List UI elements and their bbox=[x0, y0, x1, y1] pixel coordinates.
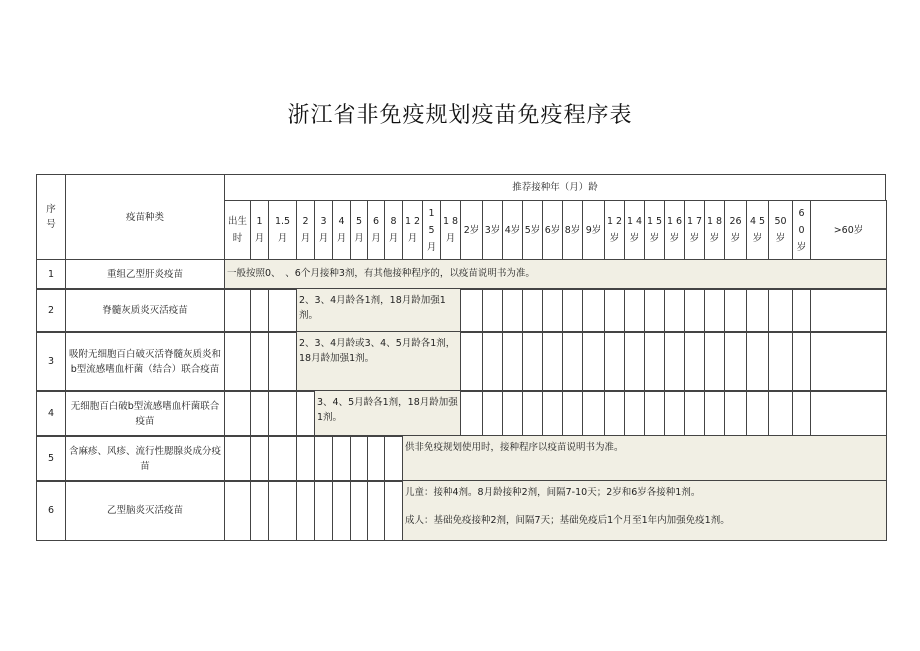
empty-cell bbox=[542, 288, 563, 333]
age-header-8 bbox=[384, 200, 403, 260]
age-header-24 bbox=[704, 200, 725, 260]
empty-cell bbox=[542, 390, 563, 437]
row-4-vaccine-name bbox=[65, 390, 225, 437]
age-header-label: 4月 bbox=[336, 216, 347, 244]
age-header-4 bbox=[314, 200, 333, 260]
empty-cell bbox=[810, 288, 887, 333]
empty-cell bbox=[502, 288, 523, 333]
empty-cell bbox=[460, 390, 483, 437]
row-seq-label: 2 bbox=[47, 305, 55, 316]
empty-cell bbox=[704, 331, 725, 392]
age-header-label: >60岁 bbox=[833, 224, 864, 236]
row-1-schedule-note bbox=[224, 259, 887, 290]
empty-cell bbox=[224, 390, 251, 437]
age-header-label: 出生时 bbox=[227, 216, 247, 244]
row-1-vaccine-name bbox=[65, 259, 225, 290]
age-header-label: 5岁 bbox=[524, 224, 541, 236]
vaccine-name-label: 含麻疹、风疹、流行性腮腺炎成分疫苗 bbox=[68, 445, 221, 472]
age-header-label: 1月 bbox=[254, 216, 265, 244]
empty-cell bbox=[624, 390, 645, 437]
age-header-15 bbox=[522, 200, 543, 260]
age-header-3 bbox=[296, 200, 315, 260]
row-seq-label: 6 bbox=[47, 505, 55, 516]
row-5-seq bbox=[36, 435, 66, 482]
empty-cell bbox=[502, 390, 523, 437]
age-header-label: 8月 bbox=[388, 216, 399, 244]
age-header-label: 4岁 bbox=[504, 224, 521, 236]
vaccine-name-label: 吸附无细胞百白破灭活脊髓灰质炎和b型流感嗜血杆菌（结合）联合疫苗 bbox=[68, 348, 221, 375]
empty-cell bbox=[332, 480, 351, 541]
age-header-11 bbox=[440, 200, 461, 260]
age-header-27 bbox=[768, 200, 793, 260]
age-header-label: 1 5岁 bbox=[646, 216, 663, 244]
empty-cell bbox=[624, 288, 645, 333]
empty-cell bbox=[624, 331, 645, 392]
age-header-22 bbox=[664, 200, 685, 260]
age-header-label: 2岁 bbox=[463, 224, 480, 236]
row-3-seq bbox=[36, 331, 66, 392]
empty-cell bbox=[724, 331, 747, 392]
empty-cell bbox=[522, 331, 543, 392]
age-header-12 bbox=[460, 200, 483, 260]
row-3-schedule-note bbox=[296, 331, 461, 392]
empty-cell bbox=[502, 331, 523, 392]
empty-cell bbox=[522, 288, 543, 333]
age-header-26 bbox=[746, 200, 769, 260]
row-2-schedule-note bbox=[296, 288, 461, 333]
age-header-label: 1.5月 bbox=[274, 216, 291, 244]
age-header-label: 26岁 bbox=[729, 216, 742, 244]
age-header-label: 1 8月 bbox=[442, 216, 459, 244]
age-header-label: 1 8岁 bbox=[706, 216, 723, 244]
empty-cell bbox=[482, 331, 503, 392]
empty-cell bbox=[522, 390, 543, 437]
empty-cell bbox=[582, 331, 605, 392]
schedule-note-text: 儿童：接种4剂。8月龄接种2剂，间隔7-10天；2岁和6岁各接种1剂。 bbox=[405, 487, 701, 498]
age-header-23 bbox=[684, 200, 705, 260]
empty-cell bbox=[562, 331, 583, 392]
age-header-label: 3月 bbox=[318, 216, 329, 244]
empty-cell bbox=[332, 435, 351, 482]
schedule-note-text: 供非免疫规划使用时，接种程序以疫苗说明书为准。 bbox=[405, 442, 624, 453]
empty-cell bbox=[768, 390, 793, 437]
row-seq-label: 5 bbox=[47, 453, 55, 464]
header-seq bbox=[36, 174, 66, 260]
empty-cell bbox=[810, 390, 887, 437]
age-header-19 bbox=[604, 200, 625, 260]
empty-cell bbox=[314, 435, 333, 482]
age-header-13 bbox=[482, 200, 503, 260]
empty-cell bbox=[746, 390, 769, 437]
age-header-6 bbox=[350, 200, 368, 260]
immunization-schedule-table bbox=[36, 174, 886, 540]
empty-cell bbox=[250, 331, 269, 392]
empty-cell bbox=[367, 435, 385, 482]
empty-cell bbox=[604, 288, 625, 333]
age-header-label: 1 4岁 bbox=[626, 216, 643, 244]
header-recommended-age-label: 推荐接种年（月）龄 bbox=[512, 182, 598, 193]
row-1-seq bbox=[36, 259, 66, 290]
age-header-label: 9岁 bbox=[585, 224, 602, 236]
empty-cell bbox=[664, 331, 685, 392]
empty-cell bbox=[562, 288, 583, 333]
empty-cell bbox=[268, 480, 297, 541]
empty-cell bbox=[250, 435, 269, 482]
vaccine-name-label: 无细胞百白破b型流感嗜血杆菌联合疫苗 bbox=[70, 400, 220, 427]
empty-cell bbox=[664, 390, 685, 437]
empty-cell bbox=[482, 390, 503, 437]
empty-cell bbox=[350, 435, 368, 482]
empty-cell bbox=[684, 288, 705, 333]
age-header-25 bbox=[724, 200, 747, 260]
row-4-seq bbox=[36, 390, 66, 437]
age-header-label: 4 5岁 bbox=[749, 216, 766, 244]
age-header-9 bbox=[402, 200, 423, 260]
empty-cell bbox=[367, 480, 385, 541]
schedule-note-text: 3、4、5月龄各1剂，18月龄加强1剂。 bbox=[317, 397, 458, 423]
age-header-28 bbox=[792, 200, 811, 260]
empty-cell bbox=[384, 480, 403, 541]
row-6-schedule-note bbox=[402, 480, 887, 541]
empty-cell bbox=[644, 331, 665, 392]
age-header-label: 1 7岁 bbox=[686, 216, 703, 244]
empty-cell bbox=[460, 331, 483, 392]
empty-cell bbox=[644, 390, 665, 437]
empty-cell bbox=[384, 435, 403, 482]
schedule-note-text: 2、3、4月龄各1剂，18月龄加强1剂。 bbox=[299, 295, 446, 321]
empty-cell bbox=[296, 435, 315, 482]
empty-cell bbox=[268, 390, 297, 437]
row-seq-label: 1 bbox=[47, 269, 55, 280]
header-vaccine bbox=[65, 174, 225, 260]
empty-cell bbox=[792, 331, 811, 392]
age-header-0 bbox=[224, 200, 251, 260]
header-seq-label: 序号 bbox=[46, 204, 56, 230]
schedule-note-text-2: 成人：基础免疫接种2剂，间隔7天；基础免疫后1个月至1年内加强免疫1剂。 bbox=[405, 515, 730, 526]
empty-cell bbox=[296, 390, 315, 437]
vaccine-name-label: 脊髓灰质炎灭活疫苗 bbox=[102, 305, 188, 316]
empty-cell bbox=[224, 331, 251, 392]
age-header-14 bbox=[502, 200, 523, 260]
row-6-seq bbox=[36, 480, 66, 541]
empty-cell bbox=[664, 288, 685, 333]
age-header-label: 6 0岁 bbox=[796, 207, 807, 253]
empty-cell bbox=[746, 331, 769, 392]
age-header-label: 1 2月 bbox=[404, 216, 421, 244]
empty-cell bbox=[746, 288, 769, 333]
row-2-vaccine-name bbox=[65, 288, 225, 333]
vaccine-name-label: 重组乙型肝炎疫苗 bbox=[106, 269, 183, 280]
empty-cell bbox=[582, 288, 605, 333]
age-header-5 bbox=[332, 200, 351, 260]
row-3-vaccine-name bbox=[65, 331, 225, 392]
age-header-7 bbox=[367, 200, 385, 260]
empty-cell bbox=[684, 331, 705, 392]
empty-cell bbox=[582, 390, 605, 437]
age-header-29 bbox=[810, 200, 887, 260]
vaccine-name-label: 乙型脑炎灭活疫苗 bbox=[106, 505, 183, 516]
age-header-label: 2月 bbox=[300, 216, 311, 244]
empty-cell bbox=[296, 480, 315, 541]
age-header-label: 8岁 bbox=[564, 224, 581, 236]
empty-cell bbox=[704, 288, 725, 333]
empty-cell bbox=[250, 480, 269, 541]
empty-cell bbox=[684, 390, 705, 437]
empty-cell bbox=[224, 480, 251, 541]
empty-cell bbox=[768, 331, 793, 392]
row-seq-label: 4 bbox=[47, 408, 55, 419]
row-5-vaccine-name bbox=[65, 435, 225, 482]
row-2-seq bbox=[36, 288, 66, 333]
page-title: 浙江省非免疫规划疫苗免疫程序表 bbox=[287, 103, 633, 128]
empty-cell bbox=[250, 390, 269, 437]
empty-cell bbox=[644, 288, 665, 333]
age-header-label: 1 5月 bbox=[426, 207, 437, 253]
row-4-schedule-note bbox=[314, 390, 461, 437]
empty-cell bbox=[724, 288, 747, 333]
empty-cell bbox=[460, 288, 483, 333]
row-6-vaccine-name bbox=[65, 480, 225, 541]
age-header-17 bbox=[562, 200, 583, 260]
age-header-21 bbox=[644, 200, 665, 260]
age-header-20 bbox=[624, 200, 645, 260]
schedule-note-text: 一般按照0、 、6个月接种3剂，有其他接种程序的，以疫苗说明书为准。 bbox=[227, 268, 535, 279]
empty-cell bbox=[482, 288, 503, 333]
empty-cell bbox=[350, 480, 368, 541]
empty-cell bbox=[704, 390, 725, 437]
age-header-label: 6岁 bbox=[544, 224, 561, 236]
age-header-18 bbox=[582, 200, 605, 260]
empty-cell bbox=[792, 288, 811, 333]
empty-cell bbox=[224, 288, 251, 333]
empty-cell bbox=[268, 435, 297, 482]
age-header-label: 1 6岁 bbox=[666, 216, 683, 244]
age-header-1 bbox=[250, 200, 269, 260]
empty-cell bbox=[792, 390, 811, 437]
header-vaccine-label: 疫苗种类 bbox=[125, 211, 164, 223]
row-5-schedule-note bbox=[402, 435, 887, 482]
age-header-label: 50岁 bbox=[774, 216, 787, 244]
empty-cell bbox=[268, 331, 297, 392]
empty-cell bbox=[250, 288, 269, 333]
age-header-label: 3岁 bbox=[484, 224, 501, 236]
empty-cell bbox=[604, 390, 625, 437]
age-header-label: 6月 bbox=[371, 216, 381, 244]
empty-cell bbox=[810, 331, 887, 392]
empty-cell bbox=[268, 288, 297, 333]
age-header-16 bbox=[542, 200, 563, 260]
header-recommended-age bbox=[224, 174, 886, 201]
age-header-2 bbox=[268, 200, 297, 260]
empty-cell bbox=[562, 390, 583, 437]
empty-cell bbox=[314, 480, 333, 541]
age-header-10 bbox=[422, 200, 441, 260]
empty-cell bbox=[724, 390, 747, 437]
schedule-note-text: 2、3、4月龄或3、4、5月龄各1剂，18月龄加强1剂。 bbox=[299, 338, 456, 364]
empty-cell bbox=[542, 331, 563, 392]
empty-cell bbox=[768, 288, 793, 333]
empty-cell bbox=[224, 435, 251, 482]
empty-cell bbox=[604, 331, 625, 392]
row-seq-label: 3 bbox=[47, 356, 55, 367]
age-header-label: 5月 bbox=[354, 216, 364, 244]
age-header-label: 1 2岁 bbox=[606, 216, 623, 244]
